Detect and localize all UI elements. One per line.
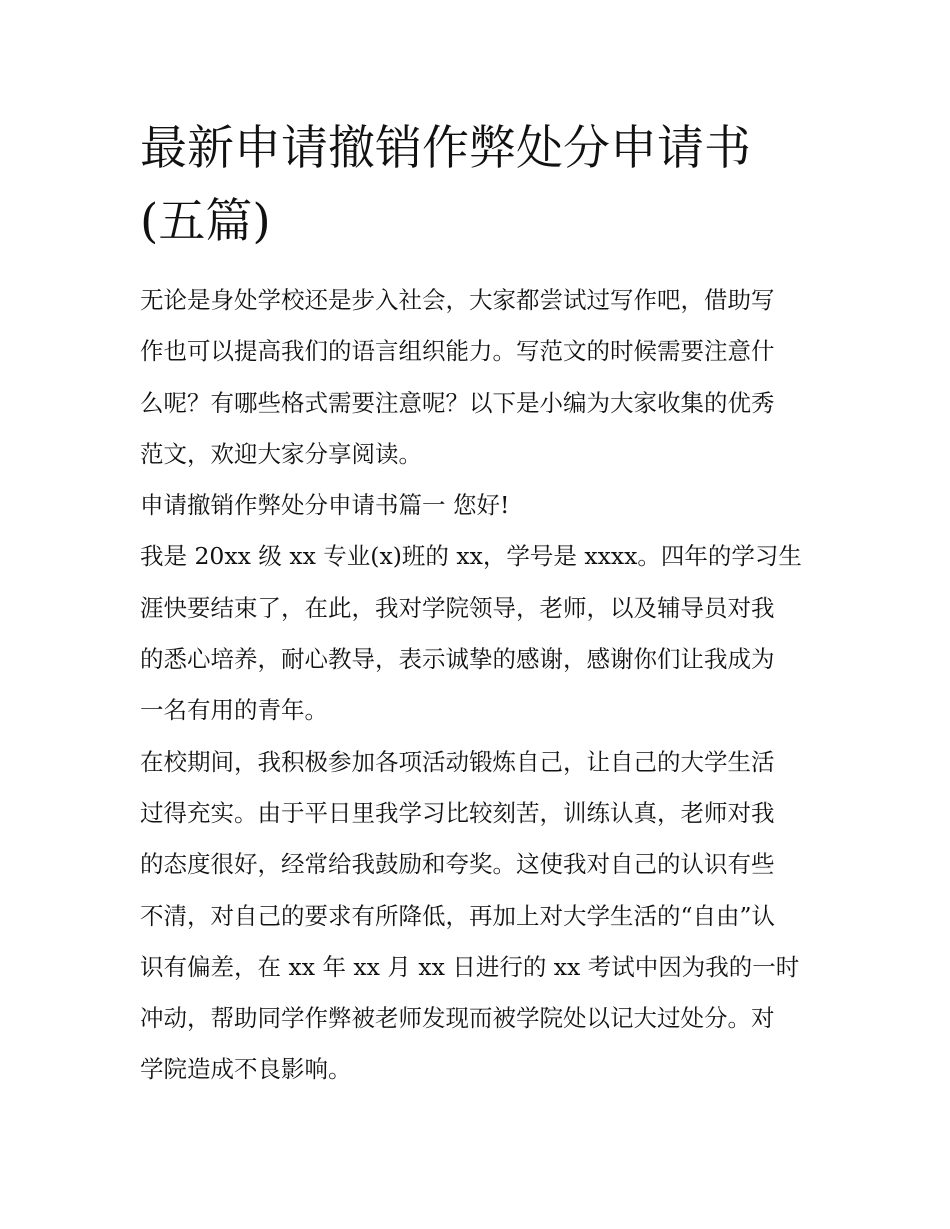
paragraph-intro (140, 275, 820, 480)
text-line: 么呢？有哪些格式需要注意呢？以下是小编为大家收集的优秀 (140, 388, 775, 417)
text-line: 申请撤销作弊处分申请书篇一 您好! (140, 491, 510, 520)
title-line-2: (五篇) (140, 194, 271, 249)
text-line: 学院造成不良影响。 (140, 1055, 352, 1084)
text-line: 不清，对自己的要求有所降低，再加上对大学生活的“自由”认 (140, 901, 776, 930)
document-body (140, 275, 820, 1096)
text-line: 无论是身处学校还是步入社会，大家都尝试过写作吧，借助写 (140, 286, 775, 314)
text-line: 我是 20xx 级 xx 专业(x)班的 xx，学号是 xxxx。四年的学习生 (140, 542, 802, 571)
title-line-1: 最新申请撤销作弊处分申请书 (140, 121, 751, 176)
paragraph-self-introduction (140, 531, 820, 736)
paragraph-campus-life (140, 737, 820, 1096)
text-line: 过得充实。由于平日里我学习比较刻苦，训练认真，老师对我 (140, 798, 775, 827)
text-line: 一名有用的青年。 (140, 696, 328, 725)
text-line: 范文，欢迎大家分享阅读。 (140, 439, 422, 468)
text-line: 在校期间，我积极参加各项活动锻炼自己，让自己的大学生活 (140, 747, 775, 776)
text-line: 涯快要结束了，在此，我对学院领导，老师，以及辅导员对我 (140, 593, 775, 622)
text-line: 的态度很好，经常给我鼓励和夸奖。这使我对自己的认识有些 (140, 850, 775, 879)
text-line: 作也可以提高我们的语言组织能力。写范文的时候需要注意什 (140, 337, 775, 366)
paragraph-section-heading (140, 480, 820, 531)
text-line: 识有偏差，在 xx 年 xx 月 xx 日进行的 xx 考试中因为我的一时 (140, 952, 800, 981)
text-line: 的悉心培养，耐心教导，表示诚挚的感谢，感谢你们让我成为 (140, 645, 775, 674)
text-line: 冲动，帮助同学作弊被老师发现而被学院处以记大过处分。对 (140, 1004, 775, 1033)
document-title (140, 112, 820, 258)
